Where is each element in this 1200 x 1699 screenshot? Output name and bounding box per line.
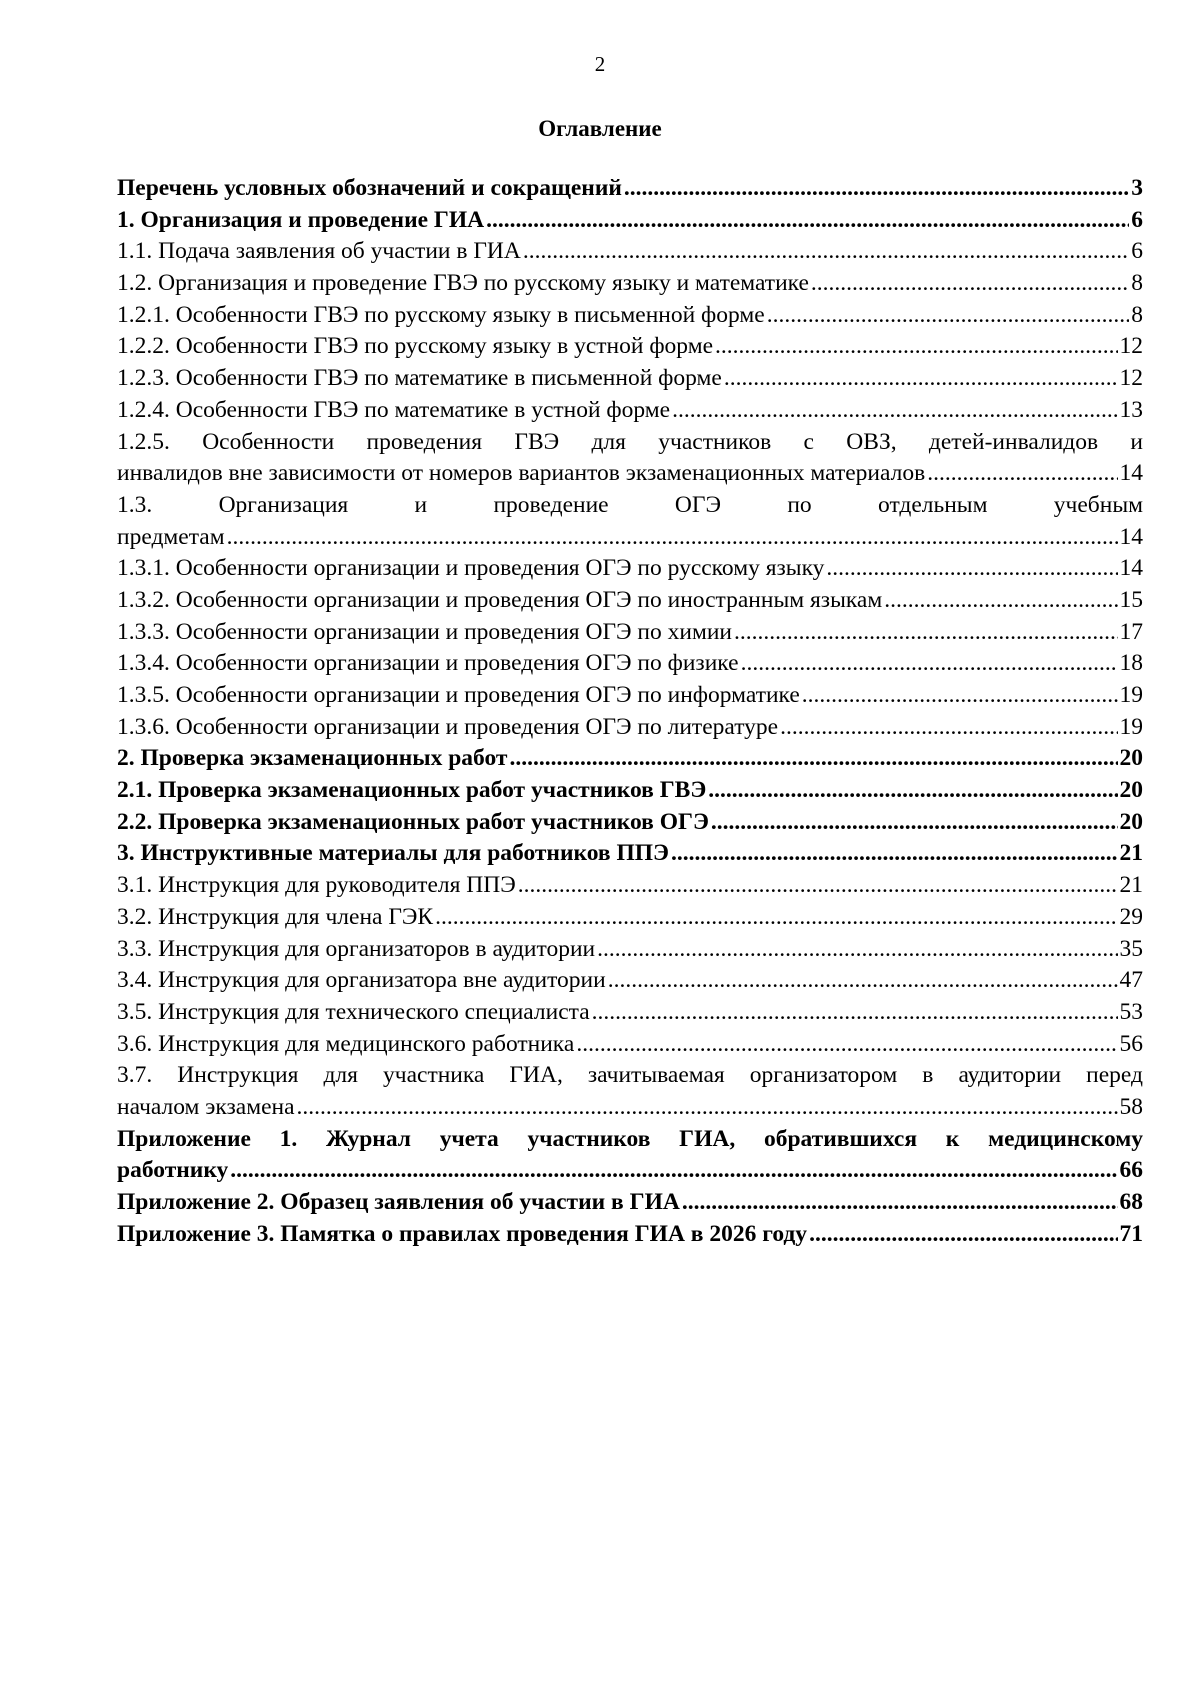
toc-page-number: 8 (1131, 301, 1143, 328)
toc-page-number: 18 (1119, 650, 1143, 677)
dot-leader (624, 173, 1129, 205)
toc-page-number: 6 (1131, 238, 1143, 265)
toc-page-number: 21 (1119, 872, 1143, 899)
toc-entry-line[interactable] (117, 236, 1143, 268)
toc-entry-line[interactable] (117, 934, 1143, 966)
toc-entry-title: 3.2. Инструкция для члена ГЭК (117, 903, 434, 930)
toc-page-number: 68 (1119, 1189, 1143, 1215)
dot-leader (597, 934, 1117, 966)
toc-entry-line[interactable] (117, 1029, 1143, 1061)
dot-leader (486, 205, 1129, 237)
toc-entry-line[interactable] (117, 268, 1143, 300)
toc-entry-title: 3.4. Инструкция для организатора вне аудитории (117, 967, 606, 994)
toc-page-number: 17 (1119, 618, 1143, 645)
toc-entry-title: 2.2. Проверка экзаменационных работ участников ОГЭ (117, 808, 709, 835)
toc-page-number: 12 (1119, 365, 1143, 392)
toc-entry-title: 1.3.3. Особенности организации и проведения ОГЭ по химии (117, 618, 732, 645)
toc-page-number: 13 (1119, 396, 1143, 423)
toc-entry-title: 3. Инструктивные материалы для работников ППЭ (117, 840, 669, 867)
dot-leader (523, 236, 1129, 268)
toc-entry-line[interactable] (117, 965, 1143, 997)
toc-entry-line[interactable] (117, 458, 1143, 490)
toc-page-number: 6 (1131, 206, 1143, 233)
dot-leader (435, 902, 1117, 934)
toc-entry-title: 1.2.2. Особенности ГВЭ по русскому языку в устной форме (117, 333, 714, 360)
toc-entry-title: 3.3. Инструкция для организаторов в аудитории (117, 935, 596, 962)
toc-entry-line[interactable] (117, 173, 1143, 205)
dot-leader (809, 1219, 1117, 1251)
dot-leader (741, 648, 1118, 680)
toc-entry-title: 1.3.5. Особенности организации и проведения ОГЭ по информатике (117, 682, 800, 708)
dot-leader (592, 997, 1118, 1029)
toc-entry-title: Приложение 2. Образец заявления об участии в ГИА (117, 1189, 680, 1215)
dot-leader (724, 363, 1118, 395)
toc-entry-line[interactable] (117, 775, 1143, 807)
toc-entry-line[interactable] (117, 363, 1143, 395)
toc-entry-title: инвалидов вне зависимости от номеров вариантов экзаменационных материалов (117, 460, 926, 487)
dot-leader (230, 1155, 1117, 1187)
dot-leader (576, 1029, 1117, 1061)
toc-page-number: 20 (1119, 745, 1143, 772)
toc-page-number: 29 (1119, 903, 1143, 930)
dot-leader (734, 617, 1118, 649)
toc-entry-title: 1.2.1. Особенности ГВЭ по русскому языку в письменной форме (117, 301, 765, 328)
toc-entry-title: Приложение 1. Журнал учета участников ГИА, обратившихся к медицинскому (117, 1125, 1143, 1152)
toc-entry-line[interactable] (117, 870, 1143, 902)
toc-entry-line[interactable] (117, 395, 1143, 427)
toc-entry-title: 1.3.1. Особенности организации и проведения ОГЭ по русскому языку (117, 555, 825, 582)
toc-entry-title: 1.1. Подача заявления об участии в ГИА (117, 238, 521, 265)
dot-leader (682, 1187, 1118, 1219)
dot-leader (826, 553, 1117, 585)
dot-leader (811, 268, 1129, 300)
table-of-contents (117, 173, 1143, 1250)
dot-leader (927, 458, 1117, 490)
toc-entry-title: 1.2.3. Особенности ГВЭ по математике в письменной форме (117, 365, 722, 392)
toc-entry-line[interactable] (117, 997, 1143, 1029)
dot-leader (509, 743, 1117, 775)
page-number: 2 (594, 52, 606, 76)
toc-entry-line[interactable] (117, 1219, 1143, 1251)
toc-entry-title: 1.2. Организация и проведение ГВЭ по русскому языку и математике (117, 270, 809, 297)
toc-entry-line[interactable] (117, 712, 1143, 744)
dot-leader (671, 838, 1118, 870)
dot-leader (297, 1092, 1118, 1124)
dot-leader (715, 331, 1117, 363)
toc-page-number: 14 (1119, 523, 1143, 550)
dot-leader (518, 870, 1118, 902)
toc-entry-line[interactable] (117, 1187, 1143, 1219)
toc-entry-title: Приложение 3. Памятка о правилах проведения ГИА в 2026 году (117, 1220, 808, 1247)
toc-entry-line[interactable] (117, 648, 1143, 680)
toc-entry-line[interactable] (117, 617, 1143, 649)
toc-entry-title: 3.5. Инструкция для технического специалиста (117, 998, 590, 1025)
toc-entry-line[interactable] (117, 522, 1143, 554)
toc-page-number: 19 (1119, 682, 1143, 708)
toc-entry-title: 1.3.2. Особенности организации и проведения ОГЭ по иностранным языкам (117, 586, 883, 613)
toc-entry-line[interactable] (117, 743, 1143, 775)
toc-entry-title: 3.1. Инструкция для руководителя ППЭ (117, 872, 516, 899)
toc-entry-line[interactable] (117, 1092, 1143, 1124)
toc-page-number: 53 (1119, 998, 1143, 1025)
toc-entry-title: 1.2.4. Особенности ГВЭ по математике в устной форме (117, 396, 671, 423)
toc-entry-line[interactable] (117, 807, 1143, 839)
toc-entry-line[interactable] (117, 553, 1143, 585)
toc-page-number: 47 (1119, 967, 1143, 994)
toc-page-number: 20 (1119, 808, 1143, 835)
toc-entry-line[interactable] (117, 680, 1143, 712)
toc-page-number: 14 (1119, 555, 1143, 582)
toc-entry-line[interactable] (117, 331, 1143, 363)
toc-page-number: 35 (1119, 935, 1143, 962)
dot-leader (227, 522, 1118, 554)
toc-entry-line[interactable] (117, 1155, 1143, 1187)
toc-entry-line[interactable] (117, 838, 1143, 870)
toc-entry-title: предметам (117, 523, 225, 550)
toc-entry-title: 1.3.4. Особенности организации и проведения ОГЭ по физике (117, 650, 739, 677)
toc-page-number: 19 (1119, 713, 1143, 740)
toc-entry-title: Перечень условных обозначений и сокращений (117, 175, 622, 201)
toc-entry-line[interactable] (117, 300, 1143, 332)
dot-leader (884, 585, 1117, 617)
toc-entry-title: 1.3. Организация и проведение ОГЭ по отдельным учебным (117, 491, 1143, 518)
toc-entry-title: 3.6. Инструкция для медицинского работника (117, 1030, 575, 1057)
toc-page-number: 12 (1119, 333, 1143, 360)
toc-page-number: 71 (1119, 1220, 1143, 1247)
toc-entry-title: работнику (117, 1157, 229, 1184)
toc-page-number: 56 (1119, 1030, 1143, 1057)
toc-entry-line[interactable] (117, 490, 1143, 522)
toc-entry-line[interactable] (117, 585, 1143, 617)
toc-entry-line[interactable] (117, 1124, 1143, 1156)
dot-leader (802, 680, 1118, 712)
dot-leader (708, 775, 1117, 807)
toc-entry-title: 2.1. Проверка экзаменационных работ участников ГВЭ (117, 777, 707, 804)
toc-entry-title: 2. Проверка экзаменационных работ (117, 745, 508, 772)
dot-leader (672, 395, 1117, 427)
toc-page-number: 20 (1119, 777, 1143, 804)
toc-page-number: 14 (1119, 460, 1143, 487)
toc-page-number: 15 (1119, 586, 1143, 613)
toc-page-number: 21 (1119, 840, 1143, 867)
toc-entry-title: 1.3.6. Особенности организации и проведения ОГЭ по литературе (117, 713, 779, 740)
dot-leader (780, 712, 1117, 744)
toc-page-number: 3 (1131, 175, 1143, 201)
toc-entry-title: 1. Организация и проведение ГИА (117, 206, 485, 233)
toc-entry-title: началом экзамена (117, 1093, 295, 1120)
toc-page-number: 8 (1131, 270, 1143, 297)
dot-leader (767, 300, 1130, 332)
toc-entry-title: 1.2.5. Особенности проведения ГВЭ для участников с ОВЗ, детей-инвалидов и (117, 428, 1143, 455)
dot-leader (711, 807, 1118, 839)
toc-entry-title: 3.7. Инструкция для участника ГИА, зачитываемая организатором в аудитории перед (117, 1062, 1143, 1089)
toc-entry-line[interactable] (117, 205, 1143, 237)
toc-heading: Оглавление (538, 116, 662, 141)
toc-entry-line[interactable] (117, 1060, 1143, 1092)
toc-entry-line[interactable] (117, 427, 1143, 459)
toc-page-number: 58 (1119, 1093, 1143, 1120)
toc-page-number: 66 (1119, 1157, 1143, 1184)
dot-leader (608, 965, 1118, 997)
toc-entry-line[interactable] (117, 902, 1143, 934)
